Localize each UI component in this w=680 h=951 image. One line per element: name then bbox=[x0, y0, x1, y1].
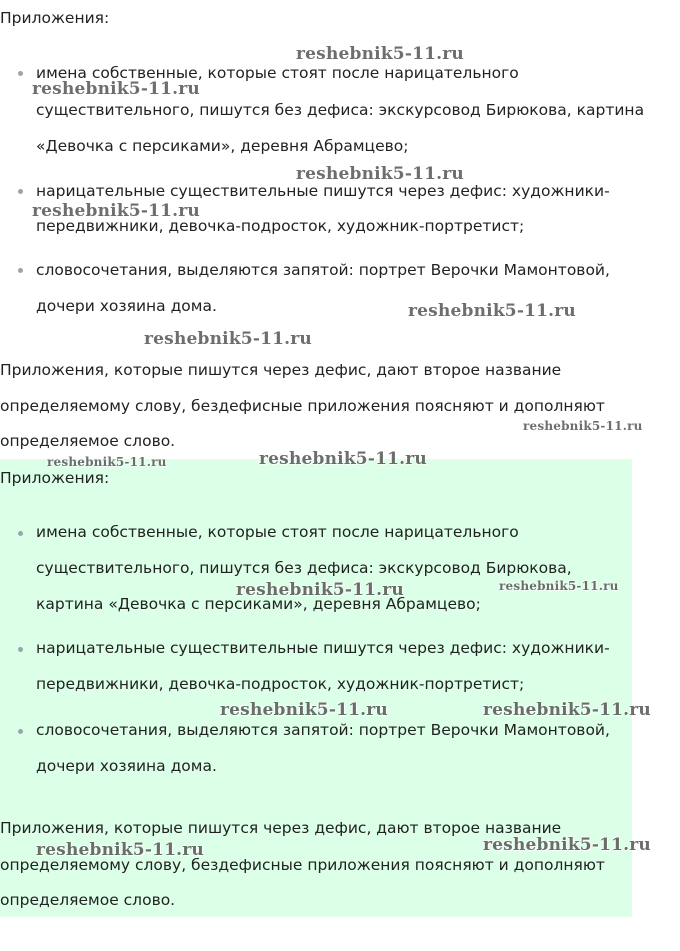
watermark-text: reshebnik5-11.ru bbox=[296, 44, 464, 64]
list-item-line: имена собственные, которые стоят после нарицательного bbox=[36, 523, 519, 541]
watermark-text: reshebnik5-11.ru bbox=[408, 301, 576, 321]
list-item-line: нарицательные существительные пишутся через дефис: художники- bbox=[36, 182, 610, 200]
list-item-line: дочери хозяина дома. bbox=[36, 757, 217, 775]
watermark-text: reshebnik5-11.ru bbox=[144, 329, 312, 349]
paragraph-line: определяемое слово. bbox=[0, 891, 176, 909]
bullet-icon bbox=[18, 71, 23, 76]
paragraph-line: определяемому слову, бездефисные приложения поясняют и дополняют bbox=[0, 397, 605, 415]
paragraph-line: Приложения, которые пишутся через дефис, дают второе название bbox=[0, 819, 562, 837]
bullet-icon bbox=[18, 268, 23, 273]
list-item-line: существительного, пишутся без дефиса: экскурсовод Бирюкова, картина bbox=[36, 101, 645, 119]
text-block-original bbox=[0, 0, 645, 458]
watermark-text: reshebnik5-11.ru bbox=[483, 700, 651, 720]
list-item-line: передвижники, девочка-подросток, художник-портретист; bbox=[36, 217, 525, 235]
paragraph-line: определяемое слово. bbox=[0, 432, 176, 450]
list-item-line: словосочетания, выделяются запятой: портрет Верочки Мамонтовой, bbox=[36, 261, 610, 279]
watermark-text: reshebnik5-11.ru bbox=[47, 455, 167, 469]
list-item-line: передвижники, девочка-подросток, художник-портретист; bbox=[36, 675, 525, 693]
watermark-text: reshebnik5-11.ru bbox=[523, 419, 643, 433]
watermark-text: reshebnik5-11.ru bbox=[220, 700, 388, 720]
list-item-line: дочери хозяина дома. bbox=[36, 297, 217, 315]
watermark-text: reshebnik5-11.ru bbox=[32, 201, 200, 221]
bullet-icon bbox=[18, 729, 23, 734]
watermark-text: reshebnik5-11.ru bbox=[36, 840, 204, 860]
watermark-text: reshebnik5-11.ru bbox=[32, 79, 200, 99]
list-item-line: существительного, пишутся без дефиса: экскурсовод Бирюкова, bbox=[36, 559, 572, 577]
list-item-line: «Девочка с персиками», деревня Абрамцево; bbox=[36, 137, 409, 155]
paragraph-line: Приложения, которые пишутся через дефис, дают второе название bbox=[0, 361, 562, 379]
list-item-line: имена собственные, которые стоят после нарицательного bbox=[36, 64, 519, 82]
watermark-text: reshebnik5-11.ru bbox=[296, 164, 464, 184]
list-item-line: нарицательные существительные пишутся через дефис: художники- bbox=[36, 639, 610, 657]
bullet-icon bbox=[18, 189, 23, 194]
list-item-line: словосочетания, выделяются запятой: портрет Верочки Мамонтовой, bbox=[36, 721, 610, 739]
watermark-text: reshebnik5-11.ru bbox=[499, 579, 619, 593]
watermark-text: reshebnik5-11.ru bbox=[236, 580, 404, 600]
paragraph-line: определяемому слову, бездефисные приложения поясняют и дополняют bbox=[0, 856, 605, 874]
watermark-text: reshebnik5-11.ru bbox=[259, 449, 427, 469]
list-item-line: картина «Девочка с персиками», деревня Абрамцево; bbox=[36, 595, 481, 613]
bullet-icon bbox=[18, 647, 23, 652]
section-heading: Приложения: bbox=[0, 9, 110, 27]
watermark-text: reshebnik5-11.ru bbox=[483, 835, 651, 855]
bullet-icon bbox=[18, 531, 23, 536]
section-heading: Приложения: bbox=[0, 469, 110, 487]
